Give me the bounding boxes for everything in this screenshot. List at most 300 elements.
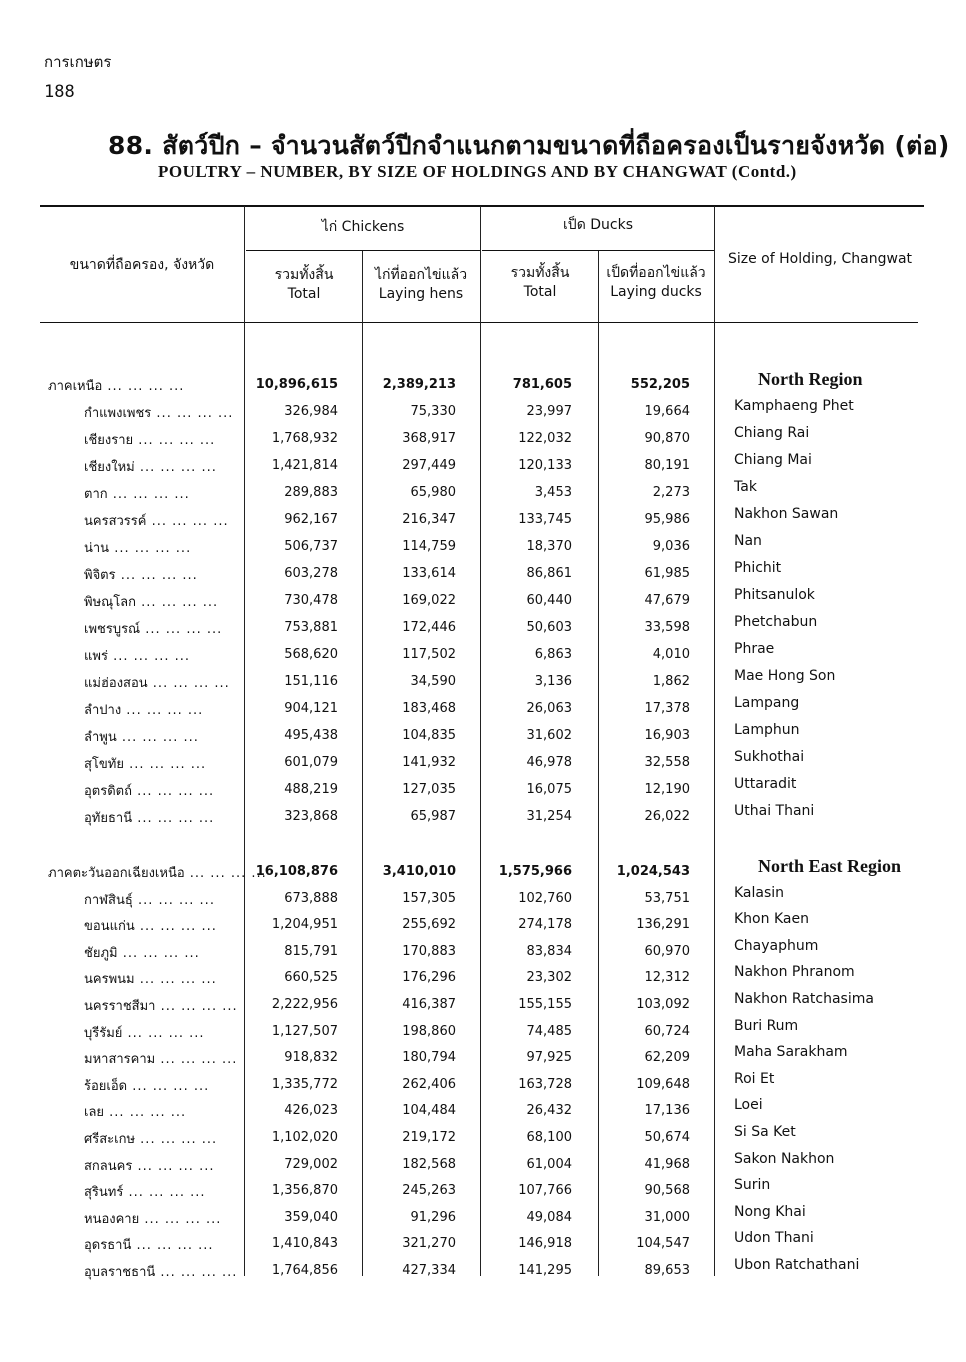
table-row xyxy=(0,560,966,591)
value-col4: 16,903 xyxy=(644,728,690,743)
changwat-thai-name: พิจิตร xyxy=(84,568,116,583)
value-col2: 198,860 xyxy=(402,1023,456,1039)
changwat-thai xyxy=(84,968,217,989)
leader-dots: ... ... ... ... xyxy=(134,972,217,988)
value-col4: 2,273 xyxy=(652,485,690,500)
changwat-english: Lamphun xyxy=(734,722,800,738)
changwat-thai-name: ลำพูน xyxy=(84,730,117,745)
changwat-english: Roi Et xyxy=(734,1070,775,1087)
changwat-thai xyxy=(84,1261,237,1282)
table-row xyxy=(0,749,966,780)
value-col4: 17,378 xyxy=(644,701,690,716)
changwat-thai-name: อุดรธานี xyxy=(84,1238,132,1254)
leader-dots: ... ... ... ... xyxy=(136,595,219,610)
value-col4: 19,664 xyxy=(644,404,690,419)
table-row xyxy=(0,668,966,699)
changwat-thai-name: ภาคตะวันออกเฉียงเหนือ xyxy=(48,866,185,881)
changwat-english: Nakhon Ratchasima xyxy=(734,991,874,1007)
value-col3: 3,453 xyxy=(534,485,572,500)
header-col4-thai: เป็ดที่ออกไข่แล้ว xyxy=(606,265,706,281)
leader-dots: ... ... ... ... xyxy=(140,622,223,637)
changwat-english: Tak xyxy=(734,479,757,495)
value-col3: 3,136 xyxy=(534,674,572,689)
leader-dots: ... ... ... ... xyxy=(107,487,190,502)
changwat-english: Ubon Ratchathani xyxy=(734,1257,860,1273)
changwat-english: Phichit xyxy=(734,560,782,576)
value-col2: 172,446 xyxy=(402,620,456,635)
value-col3: 86,861 xyxy=(526,566,572,581)
value-col3: 122,032 xyxy=(518,431,572,446)
value-col4: 104,547 xyxy=(636,1236,690,1252)
header-col4-english: Laying ducks xyxy=(610,283,702,300)
changwat-thai xyxy=(84,591,218,612)
changwat-thai-name: นครสวรรค์ xyxy=(84,514,147,529)
value-col3: 23,997 xyxy=(526,404,572,419)
table-title-english: POULTRY – NUMBER, BY SIZE OF HOLDINGS AND BY CHANGWAT (Contd.) xyxy=(158,162,797,181)
table-row xyxy=(0,1097,966,1128)
value-col4: 32,558 xyxy=(644,755,690,770)
header-ducks: เป็ด Ducks xyxy=(563,217,633,233)
value-col1: 1,421,814 xyxy=(271,458,338,473)
changwat-thai xyxy=(84,995,238,1016)
leader-dots: ... ... ... ... xyxy=(124,757,207,772)
changwat-english: Phrae xyxy=(734,641,775,657)
value-col3: 31,254 xyxy=(526,809,572,824)
value-col2: 416,387 xyxy=(402,997,456,1012)
table-row xyxy=(0,776,966,807)
changwat-thai-name: ภาคเหนือ xyxy=(48,379,103,394)
value-col2: 216,347 xyxy=(402,512,456,527)
changwat-thai-name: สกลนคร xyxy=(84,1158,133,1174)
value-col4: 1,024,543 xyxy=(616,864,690,879)
changwat-thai xyxy=(84,915,217,936)
changwat-english: Sukhothai xyxy=(734,749,805,765)
changwat-thai-name: กำแพงเพชร xyxy=(84,406,152,421)
value-col4: 89,653 xyxy=(644,1263,690,1278)
value-col1: 10,896,615 xyxy=(255,377,338,392)
value-col4: 95,986 xyxy=(644,512,690,527)
value-col3: 163,728 xyxy=(518,1076,572,1092)
leader-dots: ... ... ... ... xyxy=(155,999,238,1014)
leader-dots: ... ... ... ... xyxy=(127,1078,210,1094)
value-col1: 1,356,870 xyxy=(271,1183,338,1199)
changwat-english: Nong Khai xyxy=(734,1203,806,1220)
header-col4 xyxy=(598,264,714,302)
leader-dots: ... ... ... ... xyxy=(155,1052,238,1068)
changwat-english: Lampang xyxy=(734,695,800,711)
changwat-thai-name: เชียงใหม่ xyxy=(84,460,135,475)
value-col3: 133,745 xyxy=(518,512,572,527)
value-col3: 68,100 xyxy=(526,1130,572,1145)
table-row xyxy=(0,506,966,537)
value-col4: 60,970 xyxy=(644,943,690,959)
changwat-thai-name: เชียงราย xyxy=(84,433,134,448)
table-row xyxy=(0,614,966,645)
value-col3: 26,432 xyxy=(526,1103,572,1119)
leader-dots: ... ... ... ... xyxy=(117,945,200,961)
value-col2: 180,794 xyxy=(402,1050,456,1066)
table-row xyxy=(0,452,966,483)
value-col2: 141,932 xyxy=(402,755,456,770)
table-title-thai: 88. สัตว์ปีก – จำนวนสัตว์ปีกจำแนกตามขนาดที่ถือครองเป็นรายจังหวัด (ต่อ) xyxy=(108,131,950,160)
changwat-english: Sakon Nakhon xyxy=(734,1150,835,1167)
changwat-thai-name: ตาก xyxy=(84,487,108,502)
value-col2: 114,759 xyxy=(402,539,456,554)
changwat-thai xyxy=(84,753,206,774)
changwat-english: Surin xyxy=(734,1177,771,1194)
value-col3: 61,004 xyxy=(526,1156,572,1172)
changwat-thai-name: นครราชสีมา xyxy=(84,999,156,1014)
value-col2: 169,022 xyxy=(402,593,456,608)
leader-dots: ... ... ... ... xyxy=(147,676,230,691)
value-col1: 326,984 xyxy=(284,404,338,419)
changwat-thai-name: กาฬสินธุ์ xyxy=(84,892,133,908)
value-col1: 729,002 xyxy=(284,1156,338,1172)
changwat-english: North Region xyxy=(758,369,863,389)
changwat-english: Uttaradit xyxy=(734,776,797,792)
value-col1: 1,204,951 xyxy=(271,917,338,933)
value-col2: 368,917 xyxy=(402,431,456,446)
leader-dots: ... ... ... ... xyxy=(132,1158,215,1174)
leader-dots: ... ... ... ... xyxy=(134,919,217,935)
changwat-thai xyxy=(84,564,198,585)
value-col2: 182,568 xyxy=(402,1156,456,1172)
value-col1: 601,079 xyxy=(284,755,338,770)
changwat-thai-name: แม่ฮ่องสอน xyxy=(84,676,148,691)
table-row xyxy=(0,587,966,618)
value-col4: 12,312 xyxy=(644,970,690,986)
header-bottom-rule xyxy=(40,322,918,323)
changwat-english: North East Region xyxy=(758,856,901,876)
changwat-thai-name: ลำปาง xyxy=(84,703,122,718)
leader-dots: ... ... ... ... xyxy=(133,433,216,448)
value-col1: 1,764,856 xyxy=(271,1263,338,1278)
changwat-english: Udon Thani xyxy=(734,1230,814,1247)
header-col1-thai: รวมทั้งสิ้น xyxy=(274,267,334,283)
value-col3: 46,978 xyxy=(526,755,572,770)
value-col1: 488,219 xyxy=(284,782,338,797)
leader-dots: ... ... ... ... xyxy=(115,568,198,583)
changwat-thai-name: ร้อยเอ็ด xyxy=(84,1078,128,1094)
value-col4: 1,862 xyxy=(652,674,690,689)
table-row xyxy=(0,695,966,726)
changwat-english: Chayaphum xyxy=(734,937,819,954)
value-col2: 297,449 xyxy=(402,458,456,473)
value-col2: 157,305 xyxy=(402,890,456,906)
value-col3: 18,370 xyxy=(526,539,572,554)
value-col3: 1,575,966 xyxy=(498,864,572,879)
changwat-thai-name: สุรินทร์ xyxy=(84,1185,124,1201)
changwat-thai xyxy=(84,1181,205,1202)
changwat-thai xyxy=(84,1022,205,1043)
value-col4: 50,674 xyxy=(644,1130,690,1145)
leader-dots: ... ... ... ... xyxy=(135,1132,218,1147)
table-row xyxy=(0,398,966,429)
changwat-thai xyxy=(84,645,190,666)
value-col4: 60,724 xyxy=(644,1023,690,1039)
value-col2: 3,410,010 xyxy=(382,864,456,879)
value-col4: 17,136 xyxy=(644,1103,690,1119)
value-col4: 80,191 xyxy=(644,458,690,473)
changwat-english: Chiang Rai xyxy=(734,425,810,441)
changwat-thai xyxy=(84,483,190,504)
leader-dots: ... ... ... ... xyxy=(139,1211,222,1227)
value-col3: 60,440 xyxy=(526,593,572,608)
changwat-thai xyxy=(84,1048,237,1069)
changwat-thai-name: อุตรดิตถ์ xyxy=(84,784,132,799)
value-col3: 781,605 xyxy=(512,377,572,392)
header-col2 xyxy=(362,266,480,304)
value-col2: 262,406 xyxy=(402,1076,456,1092)
value-col4: 41,968 xyxy=(644,1156,690,1172)
value-col2: 255,692 xyxy=(402,917,456,933)
leader-dots: ... ... ... ... xyxy=(132,811,215,826)
changwat-thai-name: มหาสารคาม xyxy=(84,1052,156,1068)
changwat-english: Phitsanulok xyxy=(734,587,815,603)
table-row xyxy=(0,1257,966,1288)
changwat-english: Phetchabun xyxy=(734,614,818,630)
header-col2-thai: ไก่ที่ออกไข่แล้ว xyxy=(374,267,468,283)
value-col2: 104,484 xyxy=(402,1103,456,1119)
value-col1: 289,883 xyxy=(284,485,338,500)
leader-dots: ... ... ... ... xyxy=(132,784,215,799)
changwat-thai-name: อุบลราชธานี xyxy=(84,1265,156,1280)
changwat-english: Nakhon Phranom xyxy=(734,964,855,981)
leader-dots: ... ... ... ... xyxy=(104,1105,187,1121)
value-col1: 603,278 xyxy=(284,566,338,581)
value-col3: 23,302 xyxy=(526,970,572,986)
leader-dots: ... ... ... ... xyxy=(151,406,234,421)
value-col3: 83,834 xyxy=(526,943,572,959)
value-col1: 568,620 xyxy=(284,647,338,662)
value-col2: 75,330 xyxy=(410,404,456,419)
value-col3: 6,863 xyxy=(534,647,572,662)
value-col1: 16,108,876 xyxy=(255,864,338,879)
changwat-thai xyxy=(84,1208,221,1229)
changwat-thai xyxy=(84,672,230,693)
value-col3: 146,918 xyxy=(518,1236,572,1252)
changwat-thai xyxy=(84,1075,209,1096)
value-col1: 673,888 xyxy=(284,890,338,906)
value-col3: 31,602 xyxy=(526,728,572,743)
changwat-thai xyxy=(84,1101,186,1122)
changwat-english: Nan xyxy=(734,533,762,549)
value-col1: 815,791 xyxy=(284,943,338,959)
changwat-thai xyxy=(84,429,215,450)
changwat-english: Nakhon Sawan xyxy=(734,506,839,522)
value-col3: 107,766 xyxy=(518,1183,572,1199)
header-col3-thai: รวมทั้งสิ้น xyxy=(510,265,570,281)
table-row xyxy=(0,722,966,753)
changwat-thai xyxy=(84,402,233,423)
leader-dots: ... ... ... ... xyxy=(102,379,185,394)
value-col3: 141,295 xyxy=(518,1263,572,1278)
value-col1: 753,881 xyxy=(284,620,338,635)
leader-dots: ... ... ... ... xyxy=(123,1185,206,1201)
value-col3: 120,133 xyxy=(518,458,572,473)
changwat-thai xyxy=(84,510,229,531)
leader-dots: ... ... ... ... xyxy=(134,460,217,475)
table-row xyxy=(0,533,966,564)
value-col4: 53,751 xyxy=(644,890,690,906)
changwat-english: Khon Kaen xyxy=(734,911,809,928)
header-holding-english: Size of Holding, Changwat xyxy=(727,251,913,267)
header-col3-english: Total xyxy=(523,283,557,300)
header-col3 xyxy=(482,264,598,302)
changwat-english: Kamphaeng Phet xyxy=(734,398,854,414)
table-row xyxy=(0,991,966,1022)
value-col1: 730,478 xyxy=(284,593,338,608)
value-col2: 104,835 xyxy=(402,728,456,743)
table-row xyxy=(0,803,966,834)
value-col2: 183,468 xyxy=(402,701,456,716)
value-col4: 31,000 xyxy=(644,1209,690,1225)
value-col3: 74,485 xyxy=(526,1023,572,1039)
leader-dots: ... ... ... ... xyxy=(121,703,204,718)
changwat-thai xyxy=(84,726,199,747)
leader-dots: ... ... ... ... xyxy=(131,1238,214,1254)
value-col2: 127,035 xyxy=(402,782,456,797)
table-row xyxy=(0,911,966,942)
changwat-thai xyxy=(48,375,184,396)
value-col1: 323,868 xyxy=(284,809,338,824)
leader-dots: ... ... ... ... xyxy=(107,649,191,664)
changwat-thai xyxy=(84,1155,214,1176)
changwat-thai-name: พิษณุโลก xyxy=(84,595,137,610)
value-col1: 962,167 xyxy=(284,512,338,527)
changwat-english: Maha Sarakham xyxy=(734,1044,848,1061)
top-rule xyxy=(40,205,924,207)
changwat-thai-name: อุทัยธานี xyxy=(84,811,133,826)
value-col2: 170,883 xyxy=(402,943,456,959)
value-col4: 26,022 xyxy=(644,809,690,824)
value-col3: 49,084 xyxy=(526,1209,572,1225)
table-row xyxy=(0,1150,966,1182)
changwat-thai-name: เพชรบูรณ์ xyxy=(84,622,141,637)
value-col1: 904,121 xyxy=(284,701,338,716)
leader-dots: ... ... ... ... xyxy=(132,892,215,908)
region-row xyxy=(0,856,966,889)
value-col2: 133,614 xyxy=(402,566,456,581)
value-col1: 426,023 xyxy=(284,1103,338,1119)
value-col1: 1,335,772 xyxy=(271,1076,338,1092)
changwat-thai-name: ศรีสะเกษ xyxy=(84,1132,136,1147)
leader-dots: ... ... ... ... xyxy=(122,1025,205,1041)
value-col3: 26,063 xyxy=(526,701,572,716)
value-col3: 274,178 xyxy=(518,917,572,933)
value-col1: 151,116 xyxy=(284,674,338,689)
value-col1: 506,737 xyxy=(284,539,338,554)
changwat-english: Si Sa Ket xyxy=(734,1124,796,1140)
value-col4: 90,870 xyxy=(644,431,690,446)
value-col4: 61,985 xyxy=(644,566,690,581)
table-row xyxy=(0,1177,966,1208)
value-col4: 47,679 xyxy=(644,593,690,608)
page-number: 188 xyxy=(44,82,75,102)
value-col4: 109,648 xyxy=(636,1076,690,1092)
value-col2: 245,263 xyxy=(402,1183,456,1199)
leader-dots: ... ... ... ... xyxy=(116,730,199,745)
table-row xyxy=(0,1070,966,1102)
changwat-english: Mae Hong Son xyxy=(734,668,836,684)
value-col2: 2,389,213 xyxy=(382,377,456,392)
value-col2: 321,270 xyxy=(402,1236,456,1252)
value-col3: 155,155 xyxy=(518,997,572,1012)
changwat-thai xyxy=(84,942,200,963)
header-chickens: ไก่ Chickens xyxy=(321,219,405,235)
value-col1: 660,525 xyxy=(284,970,338,986)
leader-dots: ... ... ... ... xyxy=(146,514,229,529)
changwat-thai xyxy=(84,537,191,558)
header-col1 xyxy=(246,266,362,304)
changwat-english: Kalasin xyxy=(734,884,785,901)
value-col1: 1,768,932 xyxy=(271,431,338,446)
value-col1: 495,438 xyxy=(284,728,338,743)
header-col2-english: Laying hens xyxy=(378,285,464,302)
value-col1: 1,127,507 xyxy=(271,1023,338,1039)
changwat-english: Loei xyxy=(734,1097,763,1114)
value-col3: 50,603 xyxy=(526,620,572,635)
leader-dots: ... ... ... ... xyxy=(184,866,267,881)
value-col4: 62,209 xyxy=(644,1050,690,1066)
value-col1: 1,102,020 xyxy=(271,1130,338,1145)
header-col1-english: Total xyxy=(287,285,321,302)
changwat-english: Buri Rum xyxy=(734,1017,799,1034)
value-col4: 33,598 xyxy=(644,620,690,635)
changwat-thai-name: สุโขทัย xyxy=(84,757,124,772)
header-holding-thai: ขนาดที่ถือครอง, จังหวัด xyxy=(69,257,215,273)
value-col1: 359,040 xyxy=(284,1209,338,1225)
value-col2: 65,987 xyxy=(410,809,456,824)
changwat-thai-name: หนองคาย xyxy=(84,1211,140,1227)
value-col4: 9,036 xyxy=(652,539,690,554)
value-col4: 136,291 xyxy=(636,917,690,933)
value-col2: 219,172 xyxy=(402,1130,456,1145)
changwat-thai xyxy=(84,699,203,720)
running-head: การเกษตร xyxy=(44,53,112,71)
changwat-thai-name: ขอนแก่น xyxy=(84,919,135,935)
changwat-thai-name: แพร่ xyxy=(84,649,108,664)
changwat-thai xyxy=(84,456,217,477)
changwat-thai-name: เลย xyxy=(84,1105,105,1121)
value-col4: 12,190 xyxy=(644,782,690,797)
leader-dots: ... ... ... ... xyxy=(155,1265,238,1280)
value-col4: 90,568 xyxy=(644,1183,690,1199)
changwat-thai xyxy=(84,807,214,828)
table-row xyxy=(0,884,966,916)
value-col4: 103,092 xyxy=(636,997,690,1012)
table-row xyxy=(0,1044,966,1075)
table-row xyxy=(0,425,966,456)
changwat-thai-name: นครพนม xyxy=(84,972,135,988)
changwat-thai xyxy=(48,862,267,883)
value-col4: 552,205 xyxy=(630,377,690,392)
chickens-underline xyxy=(246,250,480,251)
changwat-thai xyxy=(84,618,222,639)
changwat-thai-name: น่าน xyxy=(84,541,110,556)
value-col2: 176,296 xyxy=(402,970,456,986)
changwat-thai xyxy=(84,780,214,801)
value-col1: 918,832 xyxy=(284,1050,338,1066)
leader-dots: ... ... ... ... xyxy=(109,541,192,556)
value-col1: 2,222,956 xyxy=(271,997,338,1012)
table-row xyxy=(0,1203,966,1235)
value-col3: 16,075 xyxy=(526,782,572,797)
value-col2: 91,296 xyxy=(410,1209,456,1225)
value-col2: 117,502 xyxy=(402,647,456,662)
changwat-thai xyxy=(84,1128,217,1149)
changwat-thai-name: ชัยภูมิ xyxy=(84,945,118,961)
